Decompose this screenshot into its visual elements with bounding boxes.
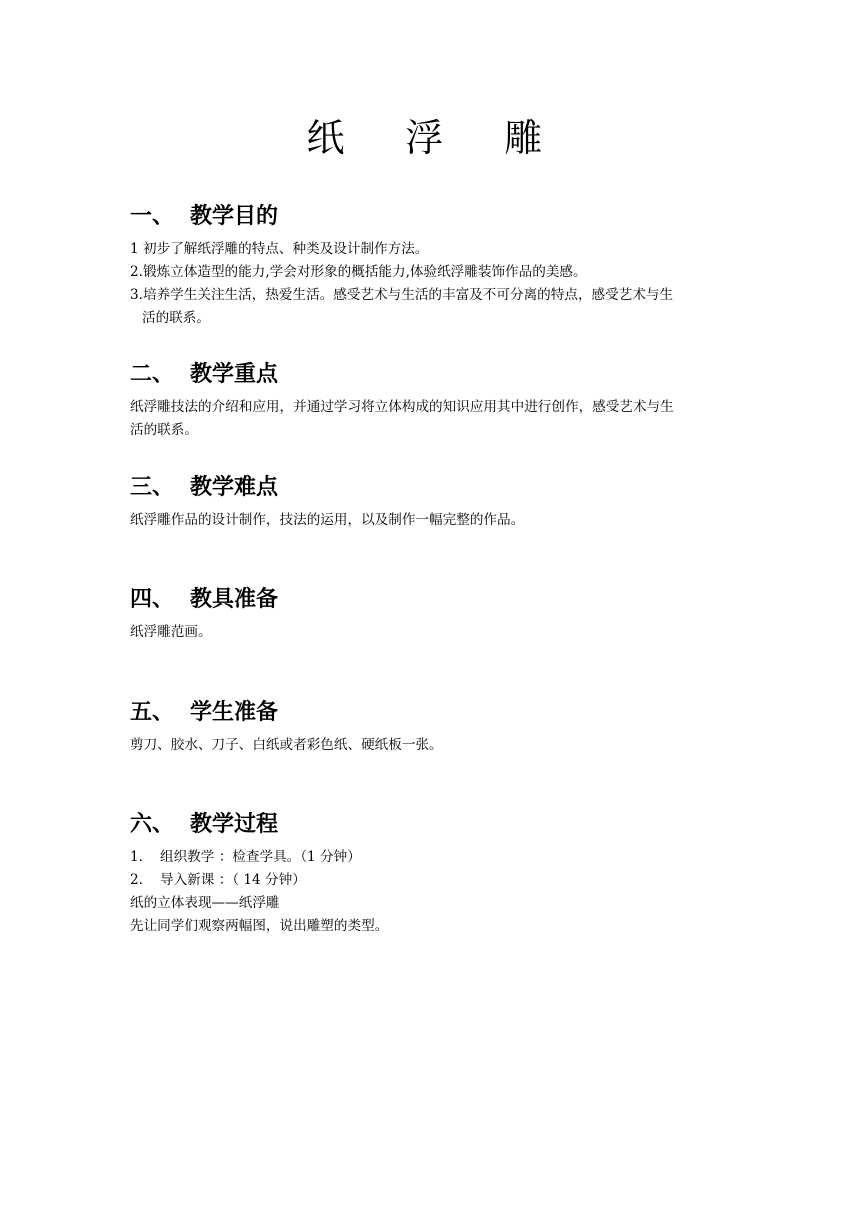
page-title: 纸 浮 雕	[306, 116, 554, 160]
body-line: 纸浮雕范画。	[130, 624, 212, 640]
body-line: 纸的立体表现——纸浮雕	[130, 895, 280, 911]
list-item	[130, 869, 740, 892]
body-line: 2.锻炼立体造型的能力,学会对形象的概括能力,体验纸浮雕装饰作品的美感。	[130, 264, 587, 280]
section-heading	[130, 696, 740, 730]
section-heading	[130, 358, 740, 392]
section-heading	[130, 583, 740, 617]
section-student-preparation	[130, 696, 740, 757]
section-teaching-process	[130, 808, 740, 938]
section-body	[130, 509, 740, 532]
body-line: 1 初步了解纸浮雕的特点、种类及设计制作方法。	[130, 241, 429, 257]
section-number: 四、	[130, 587, 175, 612]
section-heading	[130, 808, 740, 842]
section-heading	[130, 471, 740, 505]
list-item-text: 导入新课 ：（ 14 分钟）	[160, 872, 306, 888]
section-number: 三、	[130, 475, 175, 500]
section-teaching-aids	[130, 583, 740, 644]
list-item-number: 1.	[130, 849, 143, 865]
body-line: 纸浮雕技法的介绍和应用，并通过学习将立体构成的知识应用其中进行创作，感受艺术与生	[130, 399, 674, 415]
list-item-number: 2.	[130, 872, 143, 888]
list-item-text: 组织教学 ：检查学具。（1 分钟）	[160, 849, 361, 865]
section-number: 六、	[130, 812, 175, 837]
section-title: 教学目的	[190, 204, 279, 229]
section-body	[130, 734, 740, 757]
section-number: 一、	[130, 204, 175, 229]
section-title: 教学重点	[190, 362, 279, 387]
section-key-points	[130, 358, 740, 442]
section-difficulties	[130, 471, 740, 532]
section-title: 教具准备	[190, 587, 279, 612]
section-number: 二、	[130, 362, 175, 387]
body-line: 活的联系。	[142, 310, 210, 326]
section-body	[130, 396, 740, 442]
section-body	[130, 846, 740, 938]
body-line: 剪刀、胶水、刀子、白纸或者彩色纸、硬纸板一张。	[130, 737, 443, 753]
body-line: 先让同学们观察两幅图，说出雕塑的类型。	[130, 918, 389, 934]
section-number: 五、	[130, 700, 175, 725]
section-body	[130, 621, 740, 644]
section-body	[130, 238, 740, 330]
section-title: 学生准备	[190, 700, 279, 725]
section-title: 教学过程	[190, 812, 279, 837]
section-heading	[130, 200, 740, 234]
section-title: 教学难点	[190, 475, 279, 500]
section-objectives	[130, 200, 740, 330]
list-item	[130, 846, 740, 869]
body-line: 活的联系。	[130, 422, 198, 438]
body-line: 3.培养学生关注生活，热爱生活。感受艺术与生活的丰富及不可分离的特点，感受艺术与生	[130, 287, 674, 303]
body-line: 纸浮雕作品的设计制作，技法的运用，以及制作一幅完整的作品。	[130, 512, 525, 528]
